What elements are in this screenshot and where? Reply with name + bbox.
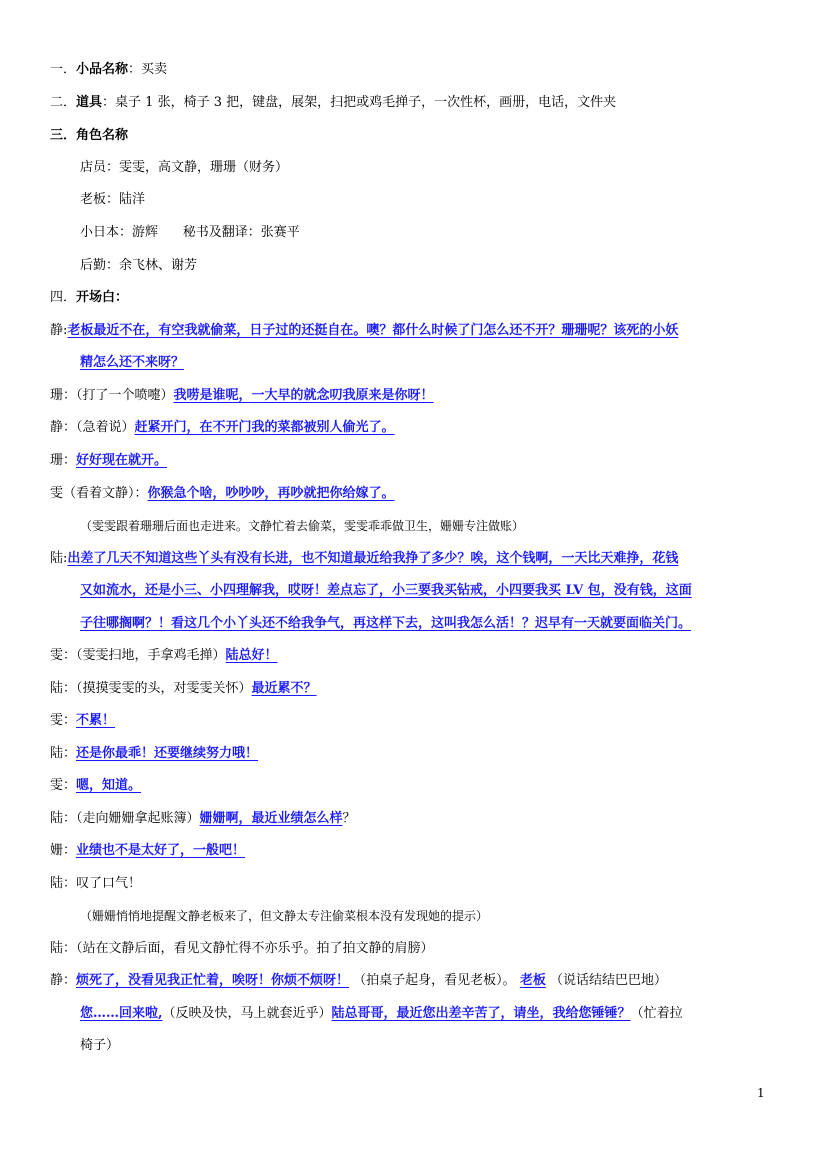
dialogue-continuation bbox=[80, 581, 692, 601]
line-text: 你猴急个啥，吵吵吵，再吵就把你给嫁了。 bbox=[147, 486, 395, 501]
speaker: 陆： bbox=[50, 681, 77, 696]
speaker: 雯： bbox=[50, 648, 77, 663]
stage-direction: （走向姗姗拿起账簿） bbox=[76, 811, 200, 826]
role-line: 小日本：游辉 秘书及翻译：张赛平 bbox=[80, 225, 300, 240]
line-text: 业绩也不是太好了，一般吧！ bbox=[76, 843, 246, 858]
speaker: 静: bbox=[50, 323, 68, 338]
dialogue-line bbox=[50, 386, 434, 406]
dialogue-continuation bbox=[80, 353, 184, 373]
dialogue-continuation bbox=[80, 1036, 119, 1056]
line-text: 叹了口气！ bbox=[76, 876, 142, 891]
stage-direction: （雯雯扫地，手拿鸡毛掸） bbox=[76, 648, 226, 663]
stage-direction: （站在文静后面，看见文静忙得不亦乐乎。拍了拍文静的肩膀） bbox=[76, 941, 434, 956]
dialogue-line bbox=[50, 679, 317, 699]
speaker: 陆: bbox=[50, 551, 68, 566]
line-text: 赶紧开门，在不开门我的菜都被别人偷光了。 bbox=[134, 420, 395, 435]
dialogue-line bbox=[50, 549, 678, 569]
line-text: 您……回来啦, bbox=[80, 1006, 163, 1021]
dialogue-line bbox=[50, 321, 678, 341]
section-number: 一． bbox=[50, 62, 77, 77]
line-text: 姗姗啊，最近业绩怎么样 bbox=[199, 811, 343, 826]
dialogue-line bbox=[50, 776, 141, 796]
role-line: 后勤：余飞林、谢芳 bbox=[80, 258, 198, 273]
speaker: 珊： bbox=[50, 388, 77, 403]
dialogue-line bbox=[50, 841, 245, 861]
dialogue-continuation bbox=[80, 614, 691, 634]
line-text: 我唠是谁呢，一大早的就念叨我原来是你呀！ bbox=[173, 388, 434, 403]
dialogue-line bbox=[50, 809, 356, 829]
line-text: 出差了几天不知道这些丫头有没有长进，也不知道最近给我挣了多少？唉，这个钱啊，一天比天难挣，花钱 bbox=[67, 551, 679, 566]
section-roles bbox=[50, 126, 128, 146]
section-value: ：桌子 1 张，椅子 3 把，键盘，展架，扫把或鸡毛掸子，一次性杯，画册，电话，文件夹 bbox=[102, 95, 617, 110]
line-text: 陆总哥哥，最近您出差辛苦了，请坐，我给您锤锤？ bbox=[331, 1006, 631, 1021]
line-text: 嗯，知道。 bbox=[76, 778, 142, 793]
line-text: 老板最近不在，有空我就偷菜，日子过的还挺自在。噢？都什么时候了门怎么还不开？珊珊呢？该死的小妖 bbox=[67, 323, 679, 338]
section-props bbox=[50, 93, 616, 113]
dialogue-line bbox=[50, 646, 278, 666]
section-label: 道具 bbox=[76, 95, 103, 110]
line-text: 陆总好！ bbox=[225, 648, 278, 663]
dialogue-continuation bbox=[80, 1004, 683, 1024]
line-text: 还是你最乖！还要继续努力哦！ bbox=[76, 746, 259, 761]
line-text: 又如流水，还是小三、小四理解我，哎呀！差点忘了，小三要我买钻戒，小四要我买 LV 包，没有钱，这面 bbox=[80, 583, 692, 598]
stage-direction: （拍桌子起身，看见老板）。 bbox=[353, 973, 516, 988]
speaker: 陆： bbox=[50, 746, 77, 761]
speaker: 静： bbox=[50, 420, 77, 435]
speaker: 静： bbox=[50, 973, 77, 988]
speaker: 雯： bbox=[50, 778, 77, 793]
stage-direction: （急着说） bbox=[76, 420, 135, 435]
stage-direction: （反映及快，马上就套近乎） bbox=[162, 1006, 332, 1021]
dialogue-line bbox=[50, 418, 395, 438]
stage-direction: 椅子） bbox=[80, 1038, 120, 1053]
line-text: 好好现在就开。 bbox=[76, 453, 168, 468]
stage-direction: （雯雯跟着珊珊后面也走进来。文静忙着去偷菜，雯雯乖乖做卫生，姗姗专注做账） bbox=[80, 519, 525, 533]
speaker: 雯： bbox=[50, 713, 77, 728]
line-text: 烦死了，没看见我正忙着，唉呀！你烦不烦呀！ bbox=[76, 973, 350, 988]
stage-direction: （打了一个喷嚏） bbox=[76, 388, 174, 403]
section-label: 小品名称 bbox=[76, 62, 129, 77]
stage-direction: （说话结结巴巴地） bbox=[549, 973, 667, 988]
dialogue-line bbox=[50, 939, 434, 959]
section-label: 角色名称 bbox=[76, 128, 129, 143]
dialogue-line bbox=[50, 711, 115, 731]
line-text: 最近累不？ bbox=[251, 681, 317, 696]
line-text: 不累！ bbox=[76, 713, 116, 728]
line-text: 老板 bbox=[519, 973, 546, 988]
section-number: 四． bbox=[50, 290, 77, 305]
speaker: 珊： bbox=[50, 453, 77, 468]
page-number: 1 bbox=[757, 1086, 765, 1100]
speaker: 陆： bbox=[50, 811, 77, 826]
role-line: 店员：雯雯，高文静，珊珊（财务） bbox=[80, 160, 289, 175]
dialogue-line bbox=[50, 971, 667, 991]
line-end: ？ bbox=[342, 811, 356, 826]
line-text: 精怎么还不来呀？ bbox=[80, 355, 185, 370]
section-label: 开场白： bbox=[76, 290, 129, 305]
section-number: 二． bbox=[50, 95, 77, 110]
line-text: 子往哪搁啊？！看这几个小丫头还不给我争气，再这样下去，这叫我怎么活！？迟早有一天就要面临关门。 bbox=[80, 616, 692, 631]
speaker: 陆： bbox=[50, 941, 77, 956]
stage-direction: （忙着拉 bbox=[630, 1006, 683, 1021]
dialogue-line bbox=[50, 451, 167, 471]
stage-direction: （姗姗悄悄地提醒文静老板来了，但文静太专注偷菜根本没有发现她的提示） bbox=[80, 909, 489, 923]
dialogue-line bbox=[50, 484, 395, 504]
dialogue-line bbox=[50, 874, 141, 894]
section-value: ：买卖 bbox=[128, 62, 168, 77]
role-line: 老板：陆洋 bbox=[80, 192, 146, 207]
section-number: 三． bbox=[50, 128, 77, 143]
speaker: 姗： bbox=[50, 843, 77, 858]
section-title-name bbox=[50, 60, 167, 80]
dialogue-line bbox=[50, 744, 258, 764]
section-opening bbox=[50, 288, 128, 308]
speaker: 雯（看着文静）： bbox=[50, 486, 148, 501]
stage-direction: （摸摸雯雯的头，对雯雯关怀） bbox=[76, 681, 252, 696]
speaker: 陆： bbox=[50, 876, 77, 891]
